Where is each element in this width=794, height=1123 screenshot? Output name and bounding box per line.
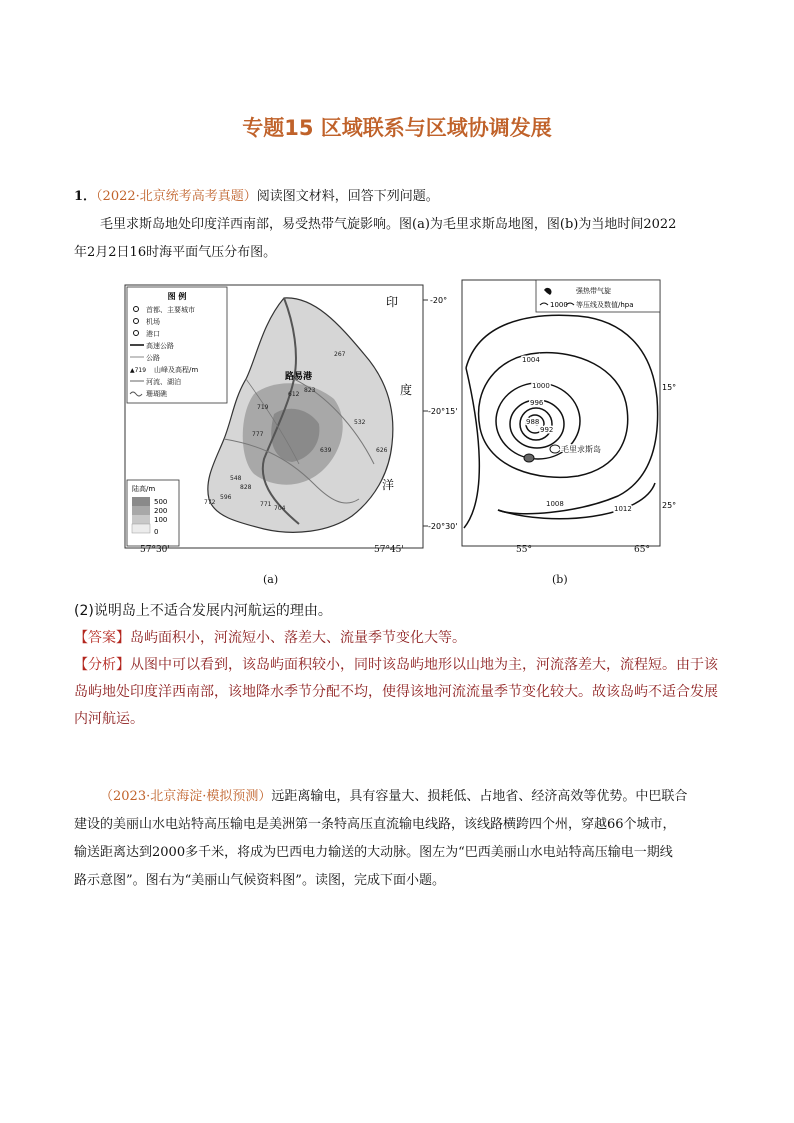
legend-a-peak-symbol: ▲719 (130, 367, 147, 374)
peak-label: 612 (288, 391, 300, 398)
isobar-label: 1000 (532, 382, 550, 390)
peak-label: 828 (240, 484, 252, 491)
legend-a-item-5: 山峰及高程/m (154, 366, 199, 374)
isobar-label: 1008 (546, 500, 564, 508)
analysis-block (74, 652, 724, 679)
q2-line3: 输送距离达到2000多千米，将成为巴西电力输送的大动脉。图左为“巴西美丽山水电站特高压输电一期线 (74, 845, 673, 860)
q1-number: 1． (74, 189, 97, 204)
elevation-level-3: 0 (154, 528, 159, 536)
lon-label: 57°45' (374, 545, 404, 555)
legend-b-isobar: 等压线及数值/hpa (576, 301, 634, 309)
page-title: 专题15 区域联系与区域协调发展 (242, 116, 552, 140)
peak-label: 719 (257, 404, 269, 411)
lat-label: -20°15' (428, 407, 458, 416)
peak-label: 772 (204, 499, 216, 506)
q1-source: （2022·北京统考高考真题） (96, 189, 257, 204)
peak-label: 771 (260, 501, 272, 508)
lon-label: 55° (516, 545, 532, 555)
q2-source: （2023·北京海淀·模拟预测） (100, 789, 272, 804)
analysis-line1: 从图中可以看到，该岛屿面积较小，同时该岛屿地形以山地为主，河流落差大，流程短。由于该 (130, 657, 718, 673)
analysis-line3: 内河航运。 (74, 711, 144, 727)
city-port-louis: 路易港 (285, 372, 313, 382)
caption-b: (b) (552, 573, 568, 586)
lat-label: 15° (662, 383, 677, 392)
peak-label: 532 (354, 419, 366, 426)
q2-line1: 远距离输电，具有容量大、损耗低、占地省、经济高效等优势。中巴联合 (271, 789, 688, 804)
legend-a-item-0: 首都、主要城市 (146, 306, 195, 314)
answer-text: 岛屿面积小，河流短小、落差大、流量季节变化大等。 (130, 630, 466, 646)
legend-b-isobar-value: 1000 (550, 301, 568, 309)
island-label: 毛里求斯岛 (561, 445, 601, 454)
map-b (458, 278, 684, 550)
lon-label: 65° (634, 545, 650, 555)
peak-label: 267 (334, 351, 346, 358)
legend-a-item-3: 高速公路 (146, 342, 174, 350)
legend-a-item-2: 港口 (146, 330, 160, 338)
answer-tag: 【答案】 (74, 630, 130, 646)
legend-a-item-6: 河流、湖泊 (146, 378, 181, 386)
sea-char: 洋 (382, 478, 395, 492)
analysis-tag: 【分析】 (74, 657, 130, 673)
lat-label: -20°30' (428, 522, 458, 531)
q1-header (74, 186, 724, 208)
legend-b-cyclone: 强热带气旋 (576, 287, 611, 295)
peak-label: 548 (230, 475, 242, 482)
answer-block (74, 625, 724, 652)
q1-prompt: 阅读图文材料，回答下列问题。 (256, 189, 439, 204)
analysis-line2: 岛屿地处印度洋西南部，该地降水季节分配不均，使得该地河流流量季节变化较大。故该岛屿不适合发展 (74, 684, 718, 700)
peak-label: 626 (376, 447, 388, 454)
peak-label: 639 (320, 447, 332, 454)
q1-material-line1: 毛里求斯岛地处印度洋西南部，易受热带气旋影响。图(a)为毛里求斯岛地图，图(b)为当地时间2022 (100, 217, 677, 232)
elevation-title: 陆高/m (132, 485, 156, 493)
legend-a-item-7: 珊瑚礁 (146, 390, 167, 398)
map-a (124, 284, 458, 550)
isobar-label: 1012 (614, 505, 632, 513)
peak-label: 704 (274, 505, 286, 512)
lat-label: -20° (430, 296, 448, 305)
peak-label: 823 (304, 387, 316, 394)
q2-line2: 建设的美丽山水电站特高压输电是美洲第一条特高压直流输电线路，该线路横跨四个州，穿越66个城市， (74, 817, 676, 832)
legend-a-item-1: 机场 (146, 318, 160, 326)
isobar-label: 992 (540, 426, 554, 434)
q2-header (100, 786, 750, 808)
sea-char: 印 (386, 295, 399, 309)
elevation-level-0: 500 (154, 498, 168, 506)
isobar-label: 988 (526, 418, 540, 426)
sea-char: 度 (400, 383, 413, 397)
legend-a-item-4: 公路 (146, 354, 160, 362)
q2-line4: 路示意图”。图右为“美丽山气候资料图”。读图，完成下面小题。 (74, 873, 445, 888)
q1-material-line2: 年2月2日16时海平面气压分布图。 (74, 245, 277, 260)
lat-label: 25° (662, 501, 677, 510)
legend-a-title: 图 例 (167, 292, 187, 301)
caption-a: (a) (263, 573, 279, 586)
lon-label: 57°30' (140, 545, 170, 555)
isobar-label: 996 (530, 399, 544, 407)
question-2: (2)说明岛上不适合发展内河航运的理由。 (74, 603, 332, 619)
elevation-level-2: 100 (154, 516, 168, 524)
peak-label: 777 (252, 431, 264, 438)
isobar-label: 1004 (522, 356, 540, 364)
elevation-level-1: 200 (154, 507, 168, 515)
peak-label: 596 (220, 494, 232, 501)
